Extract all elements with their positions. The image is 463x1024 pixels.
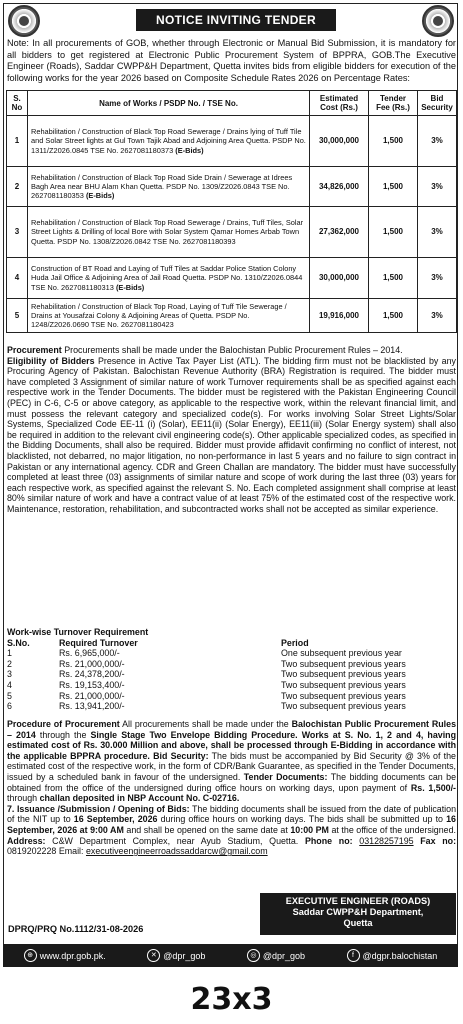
instagram-icon: ◎ bbox=[247, 949, 260, 962]
procedure-paragraph: Procedure of Procurement All procurements shall be made under the Balochistan Public Procurement Rules – 2014 through the Single Stage Two Envelope Bidding Procedure. Works at S. No. 1, 2 and 4, having estimated cost of Rs. 30.000 Million and above, shall be processed through E-Bidding in accordance with the applicable BPPRA procedure. Bid Security: The bids must be accompanied by Bid Security @ 3% of the estimated cost of the respective work, in the form of CDR/Bank Guarantee, as specified in the Tender Documents, issued by a scheduled bank in favour of the undersigned. Tender Documents: The bidding documents can be obtained from the office of the undersigned during office hours on working days, upon payment of Rs. 1,500/- through challan deposited in NBP Account No. C-02716. bbox=[7, 719, 457, 804]
eligibility-paragraph: Eligibility of Bidders Presence in Active Tax Payer List (ATL). The bidding firm must not be blacklisted by any Procuring Agency of Pakistan. Balochistan Revenue Authority (BRA) Registration is required. The bidder must have completed 3 Assignment of similar nature of work Turnover requirements shall be as specified against each respective work in the Tender Documents. The bidder must be registered with the Pakistan Engineering Council (PEC) in C-6, C-5 or above category, as applicable to the respective work, within the relevant financial limit, and must possess the relevant category and specialized code(s). For works involving Solar Street Lights/Solar Systems, Specialized Code EE-11 (i) (Solar), EE11(ii) (Solar Energy), EE11(iii) (Solar Energy system) shall also be required in addition to the relevant civil engineering code(s). Other applicable specialized codes, as specified in the Bidding Documents, shall also be required. Bidder must provide affidavit confirming no conflict of interest, not blacklisted, not debarred, no major litigation, no non-performance in last 5 years and no failure to sign contract in Pakistan or any international agency. CDR and Green Challan are mandatory. The bidder must have successfully completed at least three (03) assignments of similar nature and scope of work during the last three (03) years for each respective work, as specified against the relevant S. No. Each completed assignment shall comprise at least 80% similar nature of work and have a contract value of at least 75% of the estimated cost of the respective work. Maintenance, restoration, rehabilitation, and subcontracted works shall not be accepted as similar experience. bbox=[7, 355, 456, 514]
table-row bbox=[7, 258, 457, 299]
col-fee: Tender Fee (Rs.) bbox=[369, 91, 418, 116]
turnover-section bbox=[7, 627, 456, 712]
row-sno: 2 bbox=[7, 167, 28, 207]
row-security: 3% bbox=[418, 258, 457, 299]
row-security: 3% bbox=[418, 116, 457, 167]
ad-size-label: 23x3 bbox=[190, 982, 273, 1017]
reference-number: DPRQ/PRQ No.1112/31-08-2026 bbox=[8, 924, 144, 934]
row-security: 3% bbox=[418, 167, 457, 207]
works-table-header bbox=[7, 91, 457, 116]
row-cost: 30,000,000 bbox=[310, 258, 369, 299]
footer-facebook[interactable]: f @dgpr.balochistan bbox=[347, 949, 438, 962]
col-security: Bid Security bbox=[418, 91, 457, 116]
note-paragraph: Note: In all procurements of GOB, whether through Electronic or Manual Bid Submission, it is mandatory for all bidders to get registered at Electronic Public Procurement System of BPPRA, GOB.The Executive Engineer (Roads), Saddar CWPP&H Department, Quetta invites bids from eligible bidders for execution of the following works for the year 2026 based on Composite Schedule Rates 2026 on Percentage Rates: bbox=[7, 38, 456, 84]
row-work: Construction of BT Road and Laying of Tuff Tiles at Saddar Police Station Colony Huda Jail Office & Adjoining Area of Jail Road Quetta. PSDP No. 1310/Z2026.0844 TSE No. 2627081180313 (E-Bids) bbox=[28, 258, 310, 299]
row-cost: 19,916,000 bbox=[310, 299, 369, 333]
turnover-header: S.No. Required Turnover Period bbox=[7, 637, 309, 648]
balochistan-emblem-icon bbox=[8, 5, 40, 37]
turnover-row: 4 Rs. 19,153,400/- Two subsequent previous years bbox=[7, 679, 406, 690]
row-fee: 1,500 bbox=[369, 258, 418, 299]
row-cost: 27,362,000 bbox=[310, 207, 369, 258]
footer-website[interactable]: ⊕ www.dpr.gob.pk. bbox=[24, 949, 106, 962]
row-sno: 4 bbox=[7, 258, 28, 299]
col-work: Name of Works / PSDP No. / TSE No. bbox=[28, 91, 310, 116]
procurement-eligibility-section bbox=[7, 345, 456, 515]
row-fee: 1,500 bbox=[369, 299, 418, 333]
footer-social-bar bbox=[3, 944, 458, 967]
signature-department: Saddar CWPP&H Department, bbox=[292, 907, 424, 917]
turnover-row: 6 Rs. 13,941,200/- Two subsequent previous years bbox=[7, 701, 406, 712]
turnover-row: 2 Rs. 21,000,000/- Two subsequent previous years bbox=[7, 658, 406, 669]
col-sno: S. No bbox=[7, 91, 28, 116]
row-fee: 1,500 bbox=[369, 116, 418, 167]
table-row bbox=[7, 299, 457, 333]
turnover-row: 1 Rs. 6,965,000/- One subsequent previous year bbox=[7, 648, 402, 659]
facebook-icon: f bbox=[347, 949, 360, 962]
row-fee: 1,500 bbox=[369, 207, 418, 258]
footer-x[interactable]: ✕ @dpr_gob bbox=[147, 949, 205, 962]
phone-number: 03128257195 bbox=[359, 835, 414, 846]
fax-number: 0819202228 bbox=[7, 846, 57, 857]
notice-header bbox=[6, 5, 456, 37]
globe-icon: ⊕ bbox=[24, 949, 37, 962]
col-cost: Estimated Cost (Rs.) bbox=[310, 91, 369, 116]
turnover-row: 5 Rs. 21,000,000/- Two subsequent previous years bbox=[7, 690, 406, 701]
table-row bbox=[7, 207, 457, 258]
row-security: 3% bbox=[418, 299, 457, 333]
procurement-paragraph: Procurement Procurements shall be made under the Balochistan Public Procurement Rules – 2014. bbox=[7, 345, 403, 355]
turnover-row: 3 Rs. 24,378,200/- Two subsequent previous years bbox=[7, 669, 406, 680]
issuance-paragraph: 7. Issuance /Submission / Opening of Bids: The bidding documents shall be issued from the date of publication of the NIT up to 16 September, 2026 during office hours on working days. The bids shall be submitted up to 16 September, 2026 at 9:00 AM and shall be opened on the same date at 10:00 PM at the office of the undersigned. Address: C&W Department Complex, near Ayub Stadium, Quetta. Phone no: 03128257195 Fax no: 0819202228 Email: executiveengineerroadssaddarcw@gmail.com bbox=[7, 803, 457, 857]
procedure-issuance-section bbox=[7, 719, 456, 857]
table-row bbox=[7, 167, 457, 207]
row-work: Rehabilitation / Construction of Black Top Road, Laying of Tuff Tile Sewerage / Drains at Yousafzai Colony & Adjoining Areas of Quetta. PSDP No. 1248/Z2026.0690 TSE No. 2627081180423 bbox=[28, 299, 310, 333]
row-sno: 1 bbox=[7, 116, 28, 167]
row-cost: 30,000,000 bbox=[310, 116, 369, 167]
row-sno: 5 bbox=[7, 299, 28, 333]
signature-block bbox=[260, 893, 456, 935]
row-work: Rehabilitation / Construction of Black Top Road Sewerage / Drains, Tuff Tiles, Solar Street Lights & Drilling of local Bore with Solar System Qamar Homes Arbab Town Quetta. PSDP No. 1308/Z2026.0842 TSE No. 2627081180393 bbox=[28, 207, 310, 258]
row-cost: 34,826,000 bbox=[310, 167, 369, 207]
footer-instagram[interactable]: ◎ @dpr_gob bbox=[247, 949, 305, 962]
works-table bbox=[6, 90, 457, 333]
row-sno: 3 bbox=[7, 207, 28, 258]
row-security: 3% bbox=[418, 207, 457, 258]
department-emblem-icon bbox=[422, 5, 454, 37]
row-fee: 1,500 bbox=[369, 167, 418, 207]
row-work: Rehabilitation / Construction of Black Top Road Side Drain / Sewerage at Idrees Bagh Area near BHU Alam Khan Quetta. PSDP No. 1309/Z2026.0843 TSE No. 2627081180353 (E-Bids) bbox=[28, 167, 310, 207]
turnover-title: Work-wise Turnover Requirement bbox=[7, 627, 149, 637]
signature-city: Quetta bbox=[343, 918, 373, 928]
email-link[interactable]: executiveengineerroadssaddarcw@gmail.com bbox=[85, 846, 268, 857]
notice-title: NOTICE INVITING TENDER bbox=[136, 9, 336, 31]
x-icon: ✕ bbox=[147, 949, 160, 962]
signature-title: EXECUTIVE ENGINEER (ROADS) bbox=[285, 896, 431, 906]
row-work: Rehabilitation / Construction of Black Top Road Sewerage / Drains lying of Tuff Tile and Solar Street lights at Gul Town Tajik Abad and Adjoining Area Quetta. PSDP No. 1311/Z2026.0845 TSE No. 2627081180373 (E-Bids) bbox=[28, 116, 310, 167]
table-row bbox=[7, 116, 457, 167]
